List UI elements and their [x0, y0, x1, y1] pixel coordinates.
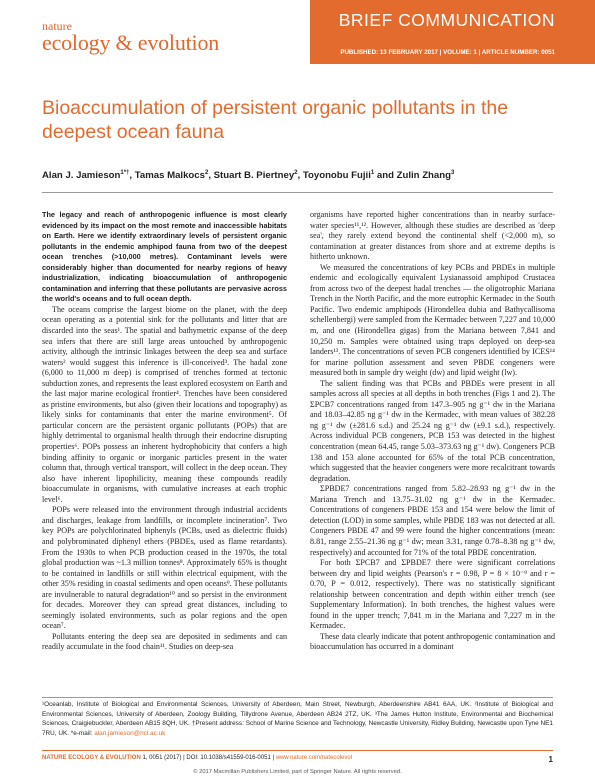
divider [42, 192, 553, 193]
left-column [42, 210, 287, 653]
body-paragraph: organisms have reported higher concentrations than in nearby surface-water species¹¹,¹². However, although these studies are described as 'deep sea', they rarely extend beyond the continental shelf (<2,000 m), so contamination at greater distances from shore and at extreme depths is hitherto unknown. [310, 210, 555, 262]
body-paragraph: Pollutants entering the deep sea are deposited in sediments and can readily accumulate in the food chain¹¹. Studies on deep-sea [42, 631, 287, 652]
abstract: The legacy and reach of anthropogenic influence is most clearly evidenced by its impact on the most remote and inaccessible habitats on Earth. Here we identify extraordinary levels of persistent organic pollutants in the endemic amphipod fauna from two of the deepest ocean trenches (>10,000 metres). Contaminant levels were considerably higher than documented for nearby regions of heavy industrialization, indicating bioaccumulation of anthropogenic contamination and inferring that these pollutants are pervasive across the world's oceans and to full ocean depth. [42, 210, 287, 304]
journal-url-link[interactable]: www.nature.com/natecolevol [275, 755, 353, 761]
article-type: BRIEF COMMUNICATION [338, 10, 555, 30]
author: Stuart B. Piertney$^2$, [213, 170, 303, 182]
body-paragraph: The salient finding was that PCBs and PBDEs were present in all samples across all species at all depths in both trenches (Figs 1 and 2). The ΣPCB7 concentrations ranged from 147.3–905 ng g⁻¹ dw in the Mariana and 18.03–42.85 ng g⁻¹ dw in the Kermadec, with mean values of 382.28 ng g⁻¹ dw (±281.6 s.d.) and 25.24 ng g⁻¹ dw (±9.1 s.d.), respectively. Across individual PCB congeners, PCB 153 was detected in the highest concentration (mean 64.45, range 5.03–373.63 ng g⁻¹ dw). Congeners PCB 138 and 153 alone accounted for 65% of the total PCB concentration, which suggested that the heavier congeners were more recalcitrant towards degradation. [310, 378, 555, 483]
footer-citation: 1, 0051 (2017) | DOI: 10.1038/s41559-016-0051 | [140, 755, 276, 761]
author: Zulin Zhang$^3$ [396, 170, 455, 182]
journal-logo [42, 20, 219, 54]
author-list [42, 170, 562, 181]
author: Alan J. Jamieson$^{1*\dagger}$, [42, 170, 135, 182]
body-paragraph: POPs were released into the environment through industrial accidents and discharges, leakage from landfills, or incomplete incineration⁷. Two key POPs are polychlorinated biphenyls (PCBs, used as dielectric fluids) and polybrominated diphenyl ethers (PBDEs, used as flame retardants). From the 1930s to when PCB production ceased in the 1970s, the total global production was ~1.3 million tonnes⁸. Approximately 65% is thought to be contained in landfills or still within electrical equipment, with the other 35% residing in coastal sediments and open oceans⁹. These pollutants are invulnerable to natural degradation¹⁰ and so persist in the environment for decades. Moreover they can spread great distances, including to seemingly isolated environments, such as polar regions and the open ocean⁷. [42, 505, 287, 631]
right-column [310, 210, 555, 653]
footer-journal: NATURE ECOLOGY & EVOLUTION [42, 755, 141, 761]
author: Tamas Malkocs$^2$, [134, 170, 214, 182]
header-banner [310, 0, 595, 64]
body-paragraph: ΣPBDE7 concentrations ranged from 5.82–28.93 ng g⁻¹ dw in the Mariana Trench and 13.75–31.02 ng g⁻¹ dw in the Kermadec. Concentrations of congeners PBDE 153 and 154 were below the limit of detection (LOD) in some samples, while PBDE 183 was not detected at all. Congeners PBDE 47 and 99 were found the higher concentrations (mean: 8.81, range 2.55–21.36 ng g⁻¹ dw; mean 3.31, range 0.78–8.38 ng g⁻¹ dw, respectively) and accounted for 71% of the total PBDE concentration. [310, 484, 555, 557]
body-paragraph: The oceans comprise the largest biome on the planet, with the deep ocean operating as a potential sink for the pollutants and litter that are discarded into the seas¹. The spatial and bathymetric expanse of the deep sea infers that there are still large areas untouched by anthropogenic activity, although the intrinsic linkages between the deep sea and surface waters² would suggest this inference is ill-conceived³. The hadal zone (6,000 to 11,000 m deep) is comprised of trenches formed at tectonic subduction zones, and represents the least explored ecosystem on Earth and the last major marine ecological frontier⁴. Trenches have been considered as pristine environments, but also (given their locations and topography) as likely sinks for contaminants that enter the marine environment⁵. Of particular concern are the persistent organic pollutants (POPs) that are highly detrimental to organismal health through their endocrine disrupting properties⁶. POPs possess an inherent hydrophobicity that confers a high binding affinity to organic or inorganic particles present in the water column that, through vertical transport, will collect in the deep ocean. They also have inherent lipophilicity, meaning these compounds readily bioaccumulate in organisms, with cumulative increases at each trophic level⁶. [42, 304, 287, 504]
affiliations [42, 700, 553, 738]
affiliations-text: ¹Oceanlab, Institute of Biological and Environmental Sciences, University of Aberdeen, Main Street, Newburgh, Aberdeenshire AB41 6AA, UK. ²Institute of Biological and Environmental Sciences, University of Aberdeen, Zoology Building, Tillydrone Avenue, Aberdeen AB24 2TZ, UK. ³The James Hutton Institute, Environmental and Biochemical Sciences, Craigiebuckler, Aberdeen AB15 8QH, UK. †Present address: School of Marine Science and Technology, Newcastle University, Ridley Building, Newcastle upon Tyne NE1 7RU, UK. *e-mail: [42, 701, 553, 737]
journal-logo-line1: nature [42, 19, 72, 33]
body-paragraph: These data clearly indicate that potent anthropogenic contamination and bioaccumulation has occurred in a dominant [310, 631, 555, 652]
body-paragraph: For both ΣPCB7 and ΣPBDE7 there were significant correlations between dry and lipid weights (Pearson's r = 0.98, P = 8 × 10⁻⁹ and r = 0.70, P = 0.012, respectively). There was no statistically significant relationship between concentration and depth within either trench (see Supplementary Information). In both trenches, the highest values were found in the upper trench; 7,841 m in the Mariana and 7,227 m in the Kermadec. [310, 558, 555, 631]
footer-rule [42, 750, 553, 751]
publication-info: PUBLISHED: 13 FEBRUARY 2017 | VOLUME: 1 | ARTICLE NUMBER: 0051 [340, 49, 555, 56]
footer [42, 755, 553, 764]
journal-logo-line2: ecology & evolution [42, 30, 220, 55]
body-paragraph: We measured the concentrations of key PCBs and PBDEs in multiple endemic and ecologically equivalent Lysianassoid amphipod Crustacea from across two of the deepest hadal trenches — the oligotrophic Mariana Trench in the North Pacific, and the more eutrophic Kermadec in the South Pacific. Two endemic amphipods (Hirondellea dubia and Bathycallisoma schellenbergi) were sampled from the Kermadec between 7,227 and 10,000 m, and one (Hirondellea gigas) from the Mariana between 7,841 and 10,250 m. Samples were obtained using traps deployed on deep-sea landers¹³. The concentrations of seven PCB congeners identified by ICES¹⁴ for marine pollution assessment and seven PBDE congeners were measured both in sample dry weight (dw) and lipid weight (lw). [310, 262, 555, 378]
article-title: Bioaccumulation of persistent organic pollutants in the deepest ocean fauna [42, 97, 509, 143]
page-number: 1 [548, 755, 553, 764]
divider [42, 697, 553, 698]
email-link[interactable]: alan.jamieson@ncl.ac.uk [94, 729, 166, 737]
author: Toyonobu Fujii$^1$ and [302, 170, 397, 182]
copyright: © 2017 Macmillan Publishers Limited, part of Springer Nature. All rights reserved. [193, 769, 402, 775]
